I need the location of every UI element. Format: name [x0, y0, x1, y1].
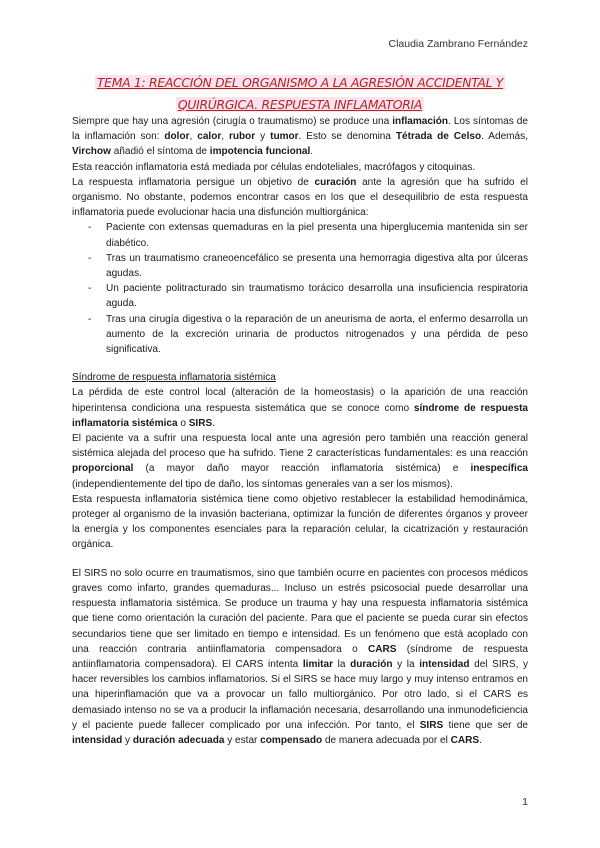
document-body	[72, 114, 528, 748]
section-subheading: Síndrome de respuesta inflamatoria sistémica	[72, 372, 276, 384]
paragraph-sirs-definition: La pérdida de este control local (alteración de la homeostasis) o la aparición de una reacción hiperintensa condiciona una respuesta sistemática que se conoce como síndrome de respuesta inflamatoria sistémica o SIRS.	[72, 387, 529, 429]
paragraph-sirs-objective: Esta respuesta inflamatoria sistémica tiene como objetivo restablecer la estabilidad hemodinámica, proteger al organismo de la invasión bacteriana, optimizar la función de diferentes órganos y proveer la energía y los componentes esenciales para la reparación celular, la cicatrización y restauración orgánica.	[72, 493, 528, 551]
paragraph-sirs-cars: El SIRS no solo ocurre en traumatismos, sino que también ocurre en pacientes con procesos médicos graves como infarto, grandes quemaduras... Incluso un estrés psicosocial puede desarrollar una respuesta inflamatoria sistémica. Se produce un trauma y hay una respuesta inflamatoria sistémica que tiene como orientación la curación del paciente. Para que el paciente se pueda curar sin efectos secundarios tiene que ser limitado en tiempo e intensidad. Es un fenómeno que está acoplado con una reacción contraria antiinflamatoria compensadora o CARS (síndrome de respuesta antiinflamatoria compensadora). El CARS intenta limitar la duración y la intensidad del SIRS, y hacer reversibles los cambios inflamatorios. Si el SIRS se hace muy largo y muy intenso entramos en una hiperinflamación que va a provocar un fallo multiorgánico. Por otro lado, si el CARS es demasiado intenso no se va a producir la inflamación necesaria, desarrollando una inmunodeficiencia y el paciente puede fallecer complicado por una infección. Por tanto, el SIRS tiene que ser de intensidad y duración adecuada y estar compensado de manera adecuada por el CARS.	[72, 567, 529, 746]
author-name: Claudia Zambrano Fernández	[388, 38, 528, 50]
title-line-2: QUIRÚRGICA. RESPUESTA INFLAMATORIA	[177, 97, 423, 112]
paragraph-sirs-characteristics: El paciente va a sufrir una respuesta local ante una agresión pero también una reacción general sistémica alejada del proceso que ha sufrido. Tiene 2 características fundamentales: es una reacción proporcional (a mayor daño mayor reacción inflamatoria sistémica) e inespecífica (independientemente del tipo de daño, los síntomas generales van a ser los mismos).	[72, 433, 528, 490]
list-item: - Tras una cirugía digestiva o la reparación de un aneurisma de aorta, el enfermo desarrolla un aumento de la excreción urinaria de productos nitrogenados y una pérdida de peso significativa.	[106, 312, 528, 358]
list-item: - Tras un traumatismo craneoencefálico se presenta una hemorragia digestiva alta por úlceras agudas.	[106, 251, 528, 281]
list-item: - Un paciente politracturado sin traumatismo torácico desarrolla una insuficiencia respiratoria aguda.	[106, 281, 528, 311]
paragraph-objective: La respuesta inflamatoria persigue un objetivo de curación ante la agresión que ha sufrido el organismo. No obstante, podemos encontrar casos en los que el desequilibrio de esta respuesta inflamatoria puede evolucionar hacia una disfunción multiorgánica:	[72, 176, 528, 219]
list-item: - Paciente con extensas quemaduras en la piel presenta una hiperglucemia mantenida sin ser diabético.	[106, 220, 528, 250]
title-line-1: TEMA 1: REACCIÓN DEL ORGANISMO A LA AGRESIÓN ACCIDENTAL Y	[96, 75, 504, 90]
page-number: 1	[522, 796, 528, 808]
paragraph-intro: Siempre que hay una agresión (cirugía o traumatismo) se produce una inflamación. Los síntomas de la inflamación son: dolor, calor, rubor y tumor. Esto se denomina Tétrada de Celso. Además, Virchow añadió el síntoma de impotencia funcional.	[72, 116, 528, 158]
examples-list	[72, 220, 528, 357]
paragraph-mediators: Esta reacción inflamatoria está mediada por células endoteliales, macrófagos y citoquinas.	[72, 161, 476, 173]
page-title	[72, 72, 528, 116]
